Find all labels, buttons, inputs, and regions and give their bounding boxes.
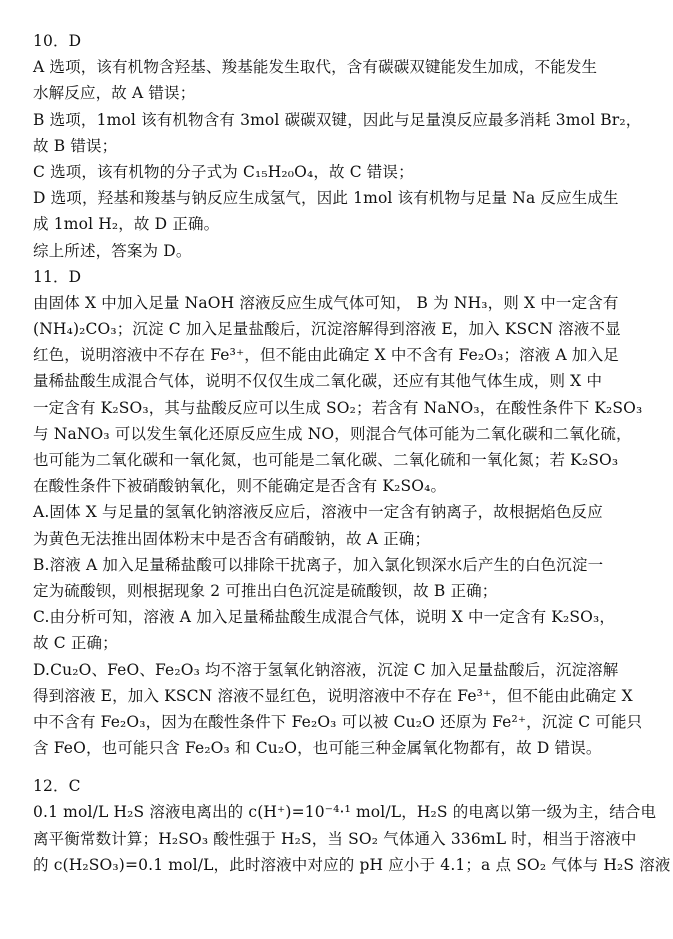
q10-line: 成 1mol H₂，故 D 正确。 xyxy=(33,215,220,234)
q11-line: 由固体 X 中加入足量 NaOH 溶液反应生成气体可知， B 为 NH₃，则 X 中一定含有 xyxy=(33,293,619,312)
q10-line: A 选项，该有机物含羟基、羧基能发生取代，含有碳碳双键能发生加成，不能发生 xyxy=(33,58,598,77)
q11-line: D.Cu₂O、FeO、Fe₂O₃ 均不溶于氢氧化钠溶液，沉淀 C 加入足量盐酸后，沉淀溶解 xyxy=(33,660,619,679)
section-spacer xyxy=(33,761,658,773)
q11-line: 与 NaNO₃ 可以发生氧化还原反应生成 NO，则混合气体可能为二氧化碳和二氧化硫， xyxy=(33,424,632,443)
question-11-section xyxy=(33,264,658,762)
q11-line: C.由分析可知，溶液 A 加入足量稀盐酸生成混合气体，说明 X 中一定含有 K₂SO₃， xyxy=(33,608,616,627)
q12-line: 的 c(H₂SO₃)=0.1 mol/L，此时溶液中对应的 pH 应小于 4.1；a 点 SO₂ 气体与 H₂S 溶液 xyxy=(33,855,671,874)
q11-line: 红色，说明溶液中不存在 Fe³⁺，但不能由此确定 X 中不含有 Fe₂O₃；溶液 A 加入足 xyxy=(33,346,619,365)
q10-conclusion: 综上所述，答案为 D。 xyxy=(33,241,192,260)
q11-line: 也可能为二氧化碳和一氧化氮，也可能是二氧化碳、二氧化硫和一氧化氮；若 K₂SO₃ xyxy=(33,451,619,469)
q10-line: C 选项，该有机物的分子式为 C₁₅H₂₀O₄，故 C 错误； xyxy=(33,162,414,181)
question-10-section xyxy=(33,28,658,264)
question-10-heading: 10．D xyxy=(33,32,82,50)
q11-line: 量稀盐酸生成混合气体，说明不仅仅生成二氧化碳，还应有其他气体生成，则 X 中 xyxy=(33,372,603,391)
q10-line: 故 B 错误； xyxy=(33,136,118,155)
answer-document xyxy=(33,28,671,878)
q11-line: 含 FeO，也可能只含 Fe₂O₃ 和 Cu₂O，也可能三种金属氧化物都有，故 D 错误。 xyxy=(33,739,602,758)
q12-line: 离平衡常数计算；H₂SO₃ 酸性强于 H₂S，当 SO₂ 气体通入 336mL 时，相当于溶液中 xyxy=(33,829,637,848)
q11-line: 故 C 正确； xyxy=(33,634,118,653)
question-12-heading: 12．C xyxy=(33,777,81,796)
question-12-section xyxy=(33,773,671,878)
q11-line: 为黄色无法推出固体粉末中是否含有硝酸钠，故 A 正确； xyxy=(33,529,431,548)
q11-line: B.溶液 A 加入足量稀盐酸可以排除干扰离子，加入氯化钡深水后产生的白色沉淀一 xyxy=(33,555,604,574)
q12-line: 0.1 mol/L H₂S 溶液电离出的 c(H⁺)=10⁻⁴·¹ mol/L，H₂S 的电离以第一级为主，结合电 xyxy=(33,803,657,822)
question-11-heading: 11．D xyxy=(33,267,82,286)
q11-line: 一定含有 K₂SO₃，其与盐酸反应可以生成 SO₂；若含有 NaNO₃，在酸性条件下 K₂SO₃ xyxy=(33,398,643,417)
q10-line: 水解反应，故 A 错误； xyxy=(33,84,196,103)
q11-line: 中不含有 Fe₂O₃，因为在酸性条件下 Fe₂O₃ 可以被 Cu₂O 还原为 Fe²⁺，沉淀 C 可能只 xyxy=(33,712,643,731)
q11-line: A.固体 X 与足量的氢氧化钠溶液反应后，溶液中一定含有钠离子，故根据焰色反应 xyxy=(33,503,603,522)
q10-line: B 选项，1mol 该有机物含有 3mol 碳碳双键，因此与足量溴反应最多消耗 3mol Br₂， xyxy=(33,110,642,129)
q11-line: 在酸性条件下被硝酸钠氧化，则不能确定是否含有 K₂SO₄。 xyxy=(33,477,447,496)
q11-line: (NH₄)₂CO₃；沉淀 C 加入足量盐酸后，沉淀溶解得到溶液 E，加入 KSCN 溶液不显 xyxy=(33,320,621,339)
q10-line: D 选项，羟基和羧基与钠反应生成氢气，因此 1mol 该有机物与足量 Na 反应生成生 xyxy=(33,189,619,208)
q11-line: 定为硫酸钡，则根据现象 2 可推出白色沉淀是硫酸钡，故 B 正确； xyxy=(33,581,498,600)
q11-line: 得到溶液 E，加入 KSCN 溶液不显红色，说明溶液中不存在 Fe³⁺，但不能由此确定 X xyxy=(33,686,633,705)
